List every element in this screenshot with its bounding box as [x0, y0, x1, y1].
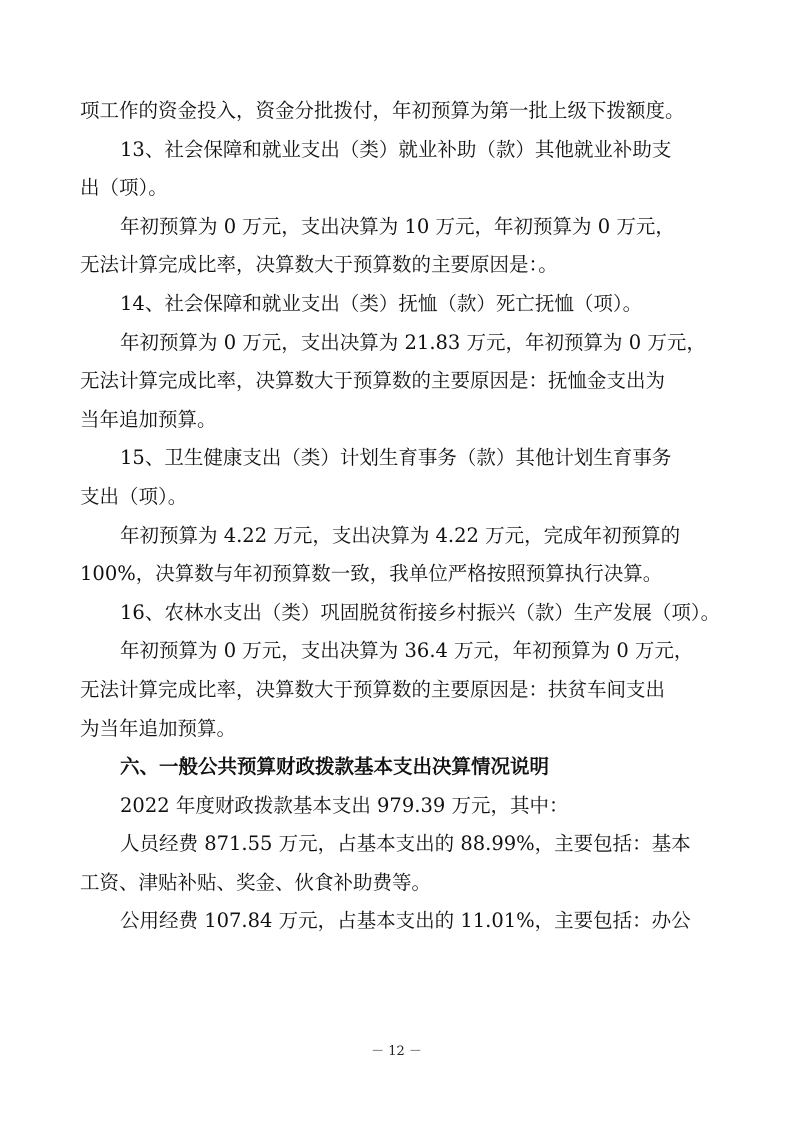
paragraph-line: 年初预算为 0 万元，支出决算为 10 万元，年初预算为 0 万元，: [120, 214, 675, 238]
item-13-heading: 13、社会保障和就业支出（类）就业补助（款）其他就业补助支: [120, 137, 672, 161]
item-16-heading: 16、农林水支出（类）巩固脱贫衔接乡村振兴（款）生产发展（项）。: [120, 600, 721, 624]
paragraph-line: 无法计算完成比率，决算数大于预算数的主要原因是：抚恤金支出为: [80, 369, 666, 393]
paragraph-line: 项工作的资金投入，资金分批拨付，年初预算为第一批上级下拨额度。: [80, 99, 685, 122]
paragraph-line: 当年追加预算。: [80, 407, 217, 431]
section-six-heading: 六、一般公共预算财政拨款基本支出决算情况说明: [120, 755, 550, 779]
item-15-heading: 15、卫生健康支出（类）计划生育事务（款）其他计划生育事务: [120, 446, 672, 470]
paragraph-line: 人员经费 871.55 万元，占基本支出的 88.99%，主要包括：基本: [120, 832, 691, 856]
paragraph-line: 100%，决算数与年初预算数一致，我单位严格按照预算执行决算。: [80, 562, 663, 586]
item-14-heading: 14、社会保障和就业支出（类）抚恤（款）死亡抚恤（项）。: [120, 291, 643, 315]
paragraph-line: 工资、津贴补贴、奖金、伙食补助费等。: [80, 870, 432, 894]
paragraph-line: 2022 年度财政拨款基本支出 979.39 万元，其中：: [120, 793, 569, 817]
paragraph-line: 支出（项）。: [80, 484, 188, 508]
paragraph-line: 年初预算为 4.22 万元，支出决算为 4.22 万元，完成年初预算的: [120, 523, 681, 547]
paragraph-line: 年初预算为 0 万元，支出决算为 36.4 万元，年初预算为 0 万元，: [120, 639, 694, 663]
paragraph-line: 无法计算完成比率，决算数大于预算数的主要原因是：扶贫车间支出: [80, 677, 666, 701]
document-body: [80, 92, 720, 941]
paragraph-line: 年初预算为 0 万元，支出决算为 21.83 万元，年初预算为 0 万元，: [120, 330, 706, 354]
paragraph-line: 出（项）。: [80, 176, 168, 200]
paragraph-line: 无法计算完成比率，决算数大于预算数的主要原因是：。: [80, 253, 558, 277]
paragraph-line: 为当年追加预算。: [80, 716, 237, 740]
paragraph-line: 公用经费 107.84 万元，占基本支出的 11.01%，主要包括：办公: [120, 909, 691, 933]
page-number: － 12 －: [371, 1044, 422, 1059]
